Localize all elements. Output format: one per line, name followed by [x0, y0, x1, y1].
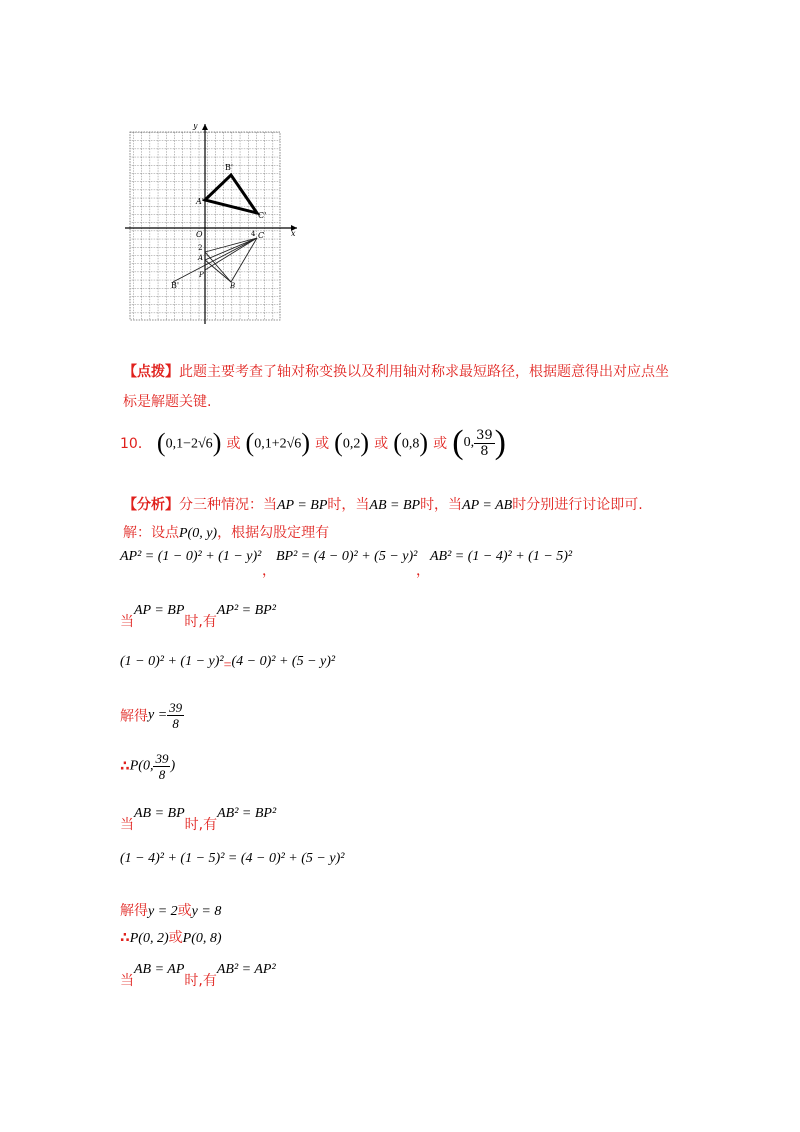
eq-comma1: ， — [262, 563, 276, 579]
case1-eq-line — [120, 650, 336, 673]
y-axis-arrow — [202, 124, 208, 130]
case3-rel: AB² = AP² — [216, 962, 276, 977]
case3-dang: 当 — [120, 973, 134, 989]
q10-or1: 或 — [226, 436, 241, 452]
case2-p1: P(0, 2) — [129, 931, 169, 946]
dianbo-line1 — [123, 361, 669, 381]
eq-comma2: ， — [416, 563, 430, 579]
q10-or2: 或 — [315, 436, 330, 452]
case1-jiede: 解得 — [120, 708, 148, 725]
case2-p-or: 或 — [168, 930, 183, 946]
case1-eq-left: (1 − 0)² + (1 − y)² — [120, 654, 224, 669]
case1-y-num: 39 — [169, 700, 183, 715]
label-a: A — [198, 254, 204, 262]
q10-ans3: 0,2 — [342, 436, 361, 452]
case2-p2: P(0, 8) — [182, 931, 222, 946]
jie-t2: ，根据勾股定理有 — [217, 525, 330, 541]
label-b: B — [230, 282, 236, 290]
case1-y-frac — [167, 700, 184, 731]
case3-cond-line — [120, 958, 276, 989]
case2-cond-line — [120, 802, 277, 833]
label-c-num: 4 — [251, 230, 256, 238]
eq-ap2: AP² = (1 − 0)² + (1 − y)² — [120, 549, 262, 564]
q10-number: 10． — [120, 436, 152, 452]
label-b-prime-top: B' — [225, 163, 234, 172]
label-b-prime-bottom: B' — [171, 281, 180, 290]
fenxi-t1: 分三种情况：当 — [179, 497, 277, 513]
case2-shiyou: 时,有 — [184, 817, 218, 833]
q10-ans2: 0,1+2√6 — [254, 436, 302, 452]
case1-p-post: ) — [170, 758, 176, 774]
case1-therefore: ∴ — [120, 758, 130, 775]
case1-y-den: 8 — [172, 716, 179, 731]
jie-t1: 解：设点 — [123, 525, 179, 541]
label-a-prime: A' — [196, 197, 204, 206]
case2-jiede: 解得 — [120, 903, 148, 919]
case3-shiyou: 时,有 — [184, 973, 217, 989]
case1-eq-right: (4 − 0)² + (5 − y)² — [231, 654, 336, 669]
label-c: C — [258, 231, 265, 240]
jie-line — [123, 522, 329, 542]
case1-cond-line — [120, 599, 276, 630]
case2-point-line — [120, 927, 222, 947]
case1-p-pre: P(0, — [129, 758, 154, 774]
case1-shiyou: 时,有 — [184, 614, 217, 630]
q10-answer-line: 10． (0,1−2√6) 或 (0,1+2√6) 或 (0,2) 或 (0,8) 或 (0, $\frac{39}{8}$ ) — [120, 424, 506, 461]
eq-ab2: AB² = (1 − 4)² + (1 − 5)² — [430, 549, 573, 564]
fenxi-t2: 时，当 — [327, 497, 370, 513]
dianbo-text1: 此题主要考查了轴对称变换以及利用轴对称求最短路径，根据题意得出对应点坐 — [179, 364, 669, 380]
q10-ans4: 0,8 — [401, 436, 420, 452]
grid-diagram — [125, 124, 297, 324]
q10-or3: 或 — [374, 436, 389, 452]
case2-rel: AB² = BP² — [217, 806, 277, 821]
q10-ans5-fraction — [474, 428, 495, 459]
case3-cond: AB = AP — [134, 962, 185, 977]
case2-therefore: ∴ — [120, 930, 130, 946]
fenxi-t4: 时分别进行讨论即可. — [512, 497, 643, 513]
case2-dang: 当 — [120, 817, 134, 833]
case1-p-den: 8 — [158, 767, 166, 782]
q10-ans5-num: 39 — [476, 427, 493, 443]
label-origin: O — [196, 230, 203, 239]
case1-eq-sign: = — [223, 658, 232, 673]
case1-cond: AP = BP — [134, 603, 185, 618]
case1-p-frac — [153, 751, 170, 782]
coordinate-figure — [125, 124, 297, 324]
jie-m1: P(0, y) — [179, 526, 218, 541]
case2-cond: AB = BP — [134, 806, 185, 821]
eq-bp2: BP² = (4 − 0)² + (5 − y)² — [276, 549, 418, 564]
label-y: y — [193, 124, 198, 130]
fenxi-tag: 【分析】 — [123, 497, 179, 513]
fenxi-t3: 时，当 — [420, 497, 463, 513]
dianbo-tag: 【点拨】 — [123, 364, 179, 380]
q10-ans5-den: 8 — [480, 443, 489, 459]
fenxi-m1: AP = BP — [277, 498, 328, 513]
label-2: 2 — [198, 244, 203, 252]
case2-or: 或 — [177, 903, 192, 919]
case1-rel: AP² = BP² — [216, 603, 276, 618]
case1-p-num: 39 — [155, 751, 169, 766]
fenxi-m2: AB = BP — [369, 498, 421, 513]
case1-y-eq: y = — [148, 707, 168, 723]
case1-dang: 当 — [120, 614, 134, 630]
q10-ans1: 0,1−2√6 — [165, 436, 213, 452]
label-c-prime: C' — [258, 211, 267, 220]
case1-point-line — [120, 751, 175, 782]
case2-y2: y = 8 — [191, 904, 222, 919]
case1-solve-line — [120, 700, 184, 731]
fenxi-m3: AP = AB — [462, 498, 513, 513]
fenxi-line — [123, 494, 643, 514]
label-x: x — [291, 229, 296, 238]
label-p: P — [199, 271, 204, 279]
case2-y1: y = 2 — [148, 904, 178, 919]
dianbo-line2: 标是解题关键. — [123, 394, 212, 410]
case2-solve-line — [120, 900, 221, 920]
case2-eq: (1 − 4)² + (1 − 5)² = (4 − 0)² + (5 − y)² — [120, 851, 345, 866]
q10-ans5-prefix: 0, — [463, 435, 475, 450]
q10-or4: 或 — [433, 436, 448, 452]
